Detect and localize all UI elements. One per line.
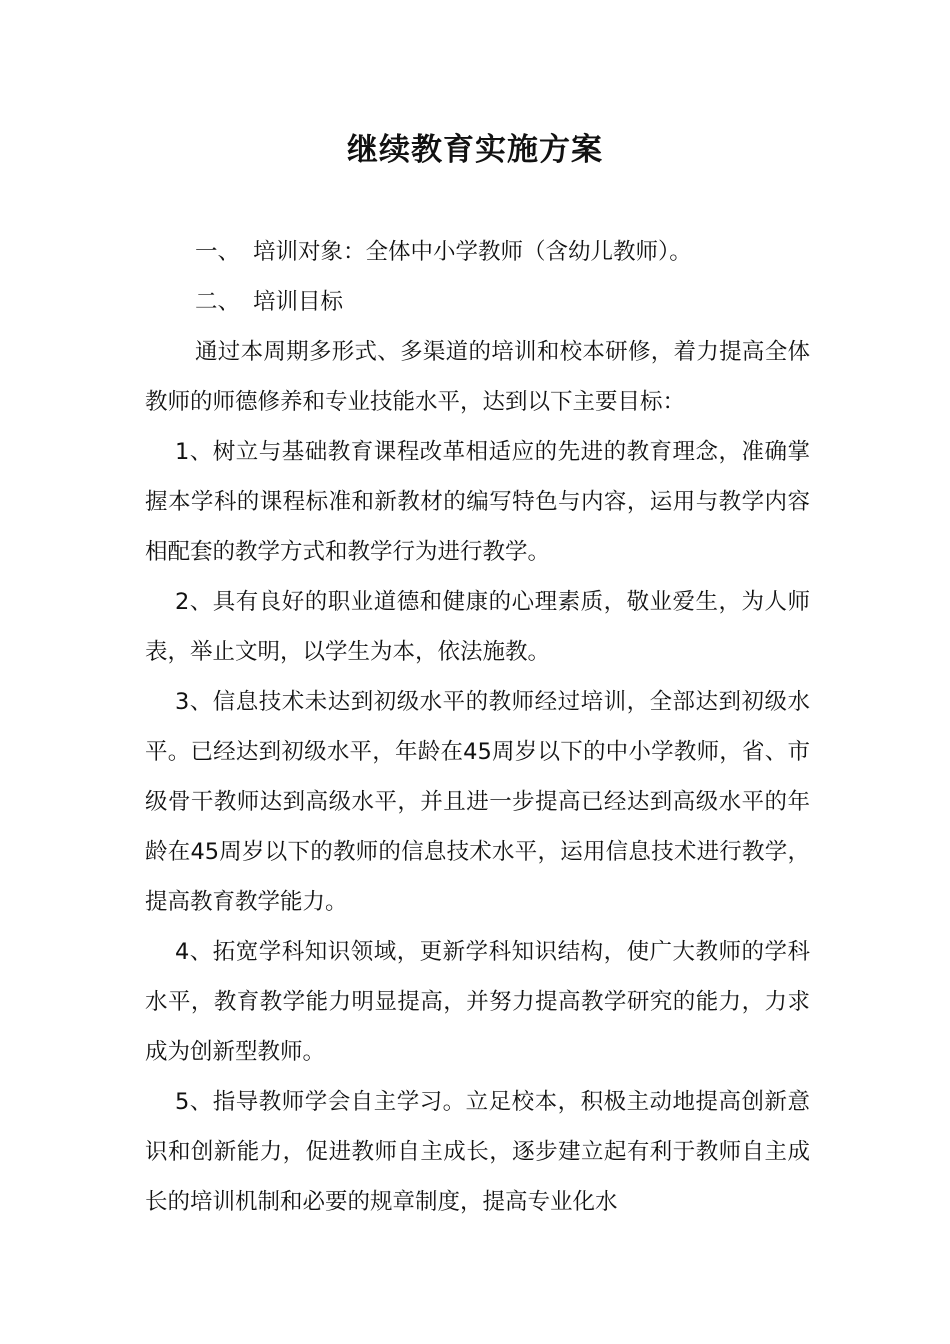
section-text: 培训目标: [253, 289, 344, 315]
intro-paragraph: 通过本周期多形式、多渠道的培训和校本研修，着力提高全体教师的师德修养和专业技能水平，达到以下主要目标：: [145, 339, 810, 415]
goal-item-2: 2、具有良好的职业道德和健康的心理素质，敬业爱生，为人师表，举止文明，以学生为本，依法施教。: [145, 589, 810, 665]
goal-item-5: 5、指导教师学会自主学习。立足校本，积极主动地提高创新意识和创新能力，促进教师自主成长，逐步建立起有利于教师自主成长的培训机制和必要的规章制度，提高专业化水: [145, 1089, 810, 1215]
document-body: [145, 227, 810, 1227]
section-number: 一、: [195, 239, 241, 265]
goal-item-1: 1、树立与基础教育课程改革相适应的先进的教育理念，准确掌握本学科的课程标准和新教材的编写特色与内容，运用与教学内容相配套的教学方式和教学行为进行教学。: [145, 439, 810, 565]
section-text: 培训对象：全体中小学教师（含幼儿教师）。: [253, 239, 692, 265]
goal-item-3: 3、信息技术未达到初级水平的教师经过培训，全部达到初级水平。已经达到初级水平，年龄在45周岁以下的中小学教师，省、市级骨干教师达到高级水平，并且进一步提高已经达到高级水平的年龄在45周岁以下的教师的信息技术水平，运用信息技术进行教学，提高教育教学能力。: [145, 689, 810, 915]
document-title: 继续教育实施方案: [347, 132, 603, 168]
section-heading-goals: [145, 277, 810, 327]
section-number: 二、: [195, 289, 241, 315]
goal-item-4: 4、拓宽学科知识领域，更新学科知识结构，使广大教师的学科水平，教育教学能力明显提高，并努力提高教学研究的能力，力求成为创新型教师。: [145, 939, 810, 1065]
section-heading-target: [145, 227, 810, 277]
